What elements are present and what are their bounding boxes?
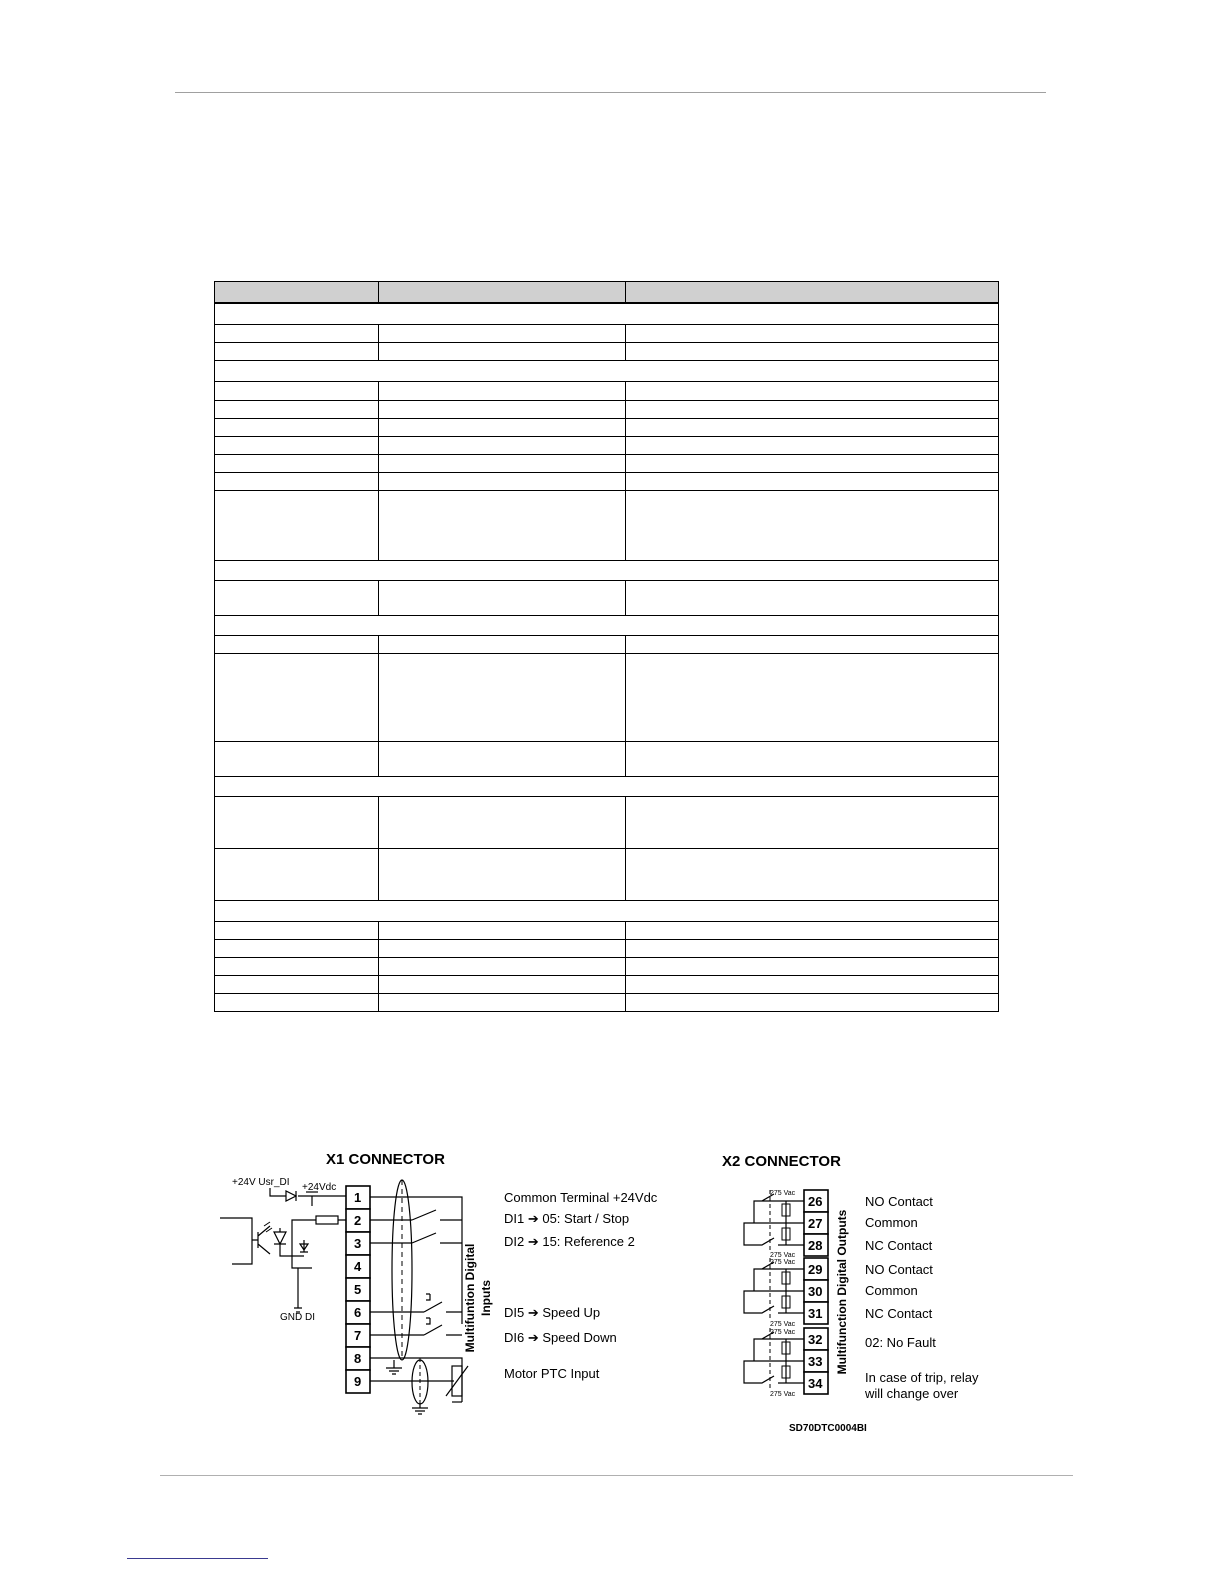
table-cell (215, 491, 379, 561)
table-cell (379, 742, 626, 777)
table-row (215, 654, 999, 742)
table-cell (215, 994, 379, 1012)
table-cell (215, 616, 999, 636)
table-row (215, 940, 999, 958)
table-cell (215, 581, 379, 616)
x2-terminal-number: 26 (808, 1194, 823, 1209)
x2-connector-title: X2 CONNECTOR (722, 1153, 841, 1170)
x1-function-di1: DI1 ➔ 05: Start / Stop (504, 1211, 630, 1226)
table-cell (215, 455, 379, 473)
x2-terminal-number: 32 (808, 1332, 823, 1347)
led-icon (274, 1232, 286, 1244)
table-row (215, 401, 999, 419)
table-row (215, 325, 999, 343)
x2-trip-note-line2: will change over (865, 1386, 959, 1401)
footer-rule (160, 1475, 1073, 1476)
parameter-table (214, 281, 999, 1012)
table-cell (626, 922, 999, 940)
table-cell (215, 325, 379, 343)
table-cell (379, 401, 626, 419)
table-cell (379, 491, 626, 561)
x1-input-circuit (220, 1188, 346, 1312)
footer-link-underline (127, 1558, 268, 1559)
table-cell (215, 976, 379, 994)
x1-function-di6: DI6 ➔ Speed Down (504, 1330, 617, 1345)
x1-terminal-block (346, 1186, 370, 1393)
x1-ground-label: GND DI (280, 1312, 315, 1323)
x2-terminal-number: 29 (808, 1262, 823, 1277)
table-cell (379, 976, 626, 994)
table-row (215, 958, 999, 976)
table-cell (626, 343, 999, 361)
table-row (215, 343, 999, 361)
x2-function-nc-contact: NC Contact (865, 1238, 933, 1253)
x1-terminal-number: 5 (354, 1282, 362, 1297)
table-cell (215, 419, 379, 437)
table-header-cell (626, 282, 999, 303)
x2-function-no-contact: NO Contact (865, 1194, 933, 1209)
table-cell (215, 437, 379, 455)
table-cell (215, 777, 999, 797)
table-cell (379, 455, 626, 473)
table-cell (626, 581, 999, 616)
x2-terminal-number: 28 (808, 1238, 823, 1253)
x2-group-label: Multifunction Digital Outputs (835, 1209, 849, 1375)
x1-terminal-number: 8 (354, 1351, 362, 1366)
table-cell (215, 473, 379, 491)
table-cell (626, 325, 999, 343)
table-cell (379, 797, 626, 849)
table-header-cell (379, 282, 626, 303)
x1-terminal-number: 3 (354, 1236, 362, 1251)
table-cell (626, 958, 999, 976)
table-cell (379, 437, 626, 455)
x2-terminal-block (804, 1190, 828, 1394)
table-row (215, 797, 999, 849)
drawing-code: SD70DTC0004BI (789, 1423, 867, 1434)
table-cell (379, 849, 626, 901)
table-cell (626, 994, 999, 1012)
table-row (215, 849, 999, 901)
x1-terminal-number: 9 (354, 1374, 362, 1389)
x2-function-common: Common (865, 1215, 918, 1230)
table-cell (215, 742, 379, 777)
zener-diode-icon (300, 1240, 308, 1252)
x1-function-di5: DI5 ➔ Speed Up (504, 1305, 601, 1320)
table-row (215, 419, 999, 437)
varistor-voltage-label: 275 Vac (770, 1329, 796, 1336)
table-section-row (215, 361, 999, 382)
table-row (215, 742, 999, 777)
table-row (215, 994, 999, 1012)
varistor-voltage-label: 275 Vac (770, 1321, 796, 1328)
table-row (215, 581, 999, 616)
x1-terminal-number: 1 (354, 1190, 362, 1205)
x1-terminal-number: 7 (354, 1328, 362, 1343)
x2-function-nc-contact: NC Contact (865, 1306, 933, 1321)
table-cell (626, 976, 999, 994)
x2-function-no-fault: 02: No Fault (865, 1335, 936, 1350)
table-cell (215, 636, 379, 654)
x2-terminal-number: 30 (808, 1284, 823, 1299)
x1-terminal-number: 2 (354, 1213, 362, 1228)
table-cell (215, 797, 379, 849)
table-cell (215, 901, 999, 922)
table-row (215, 382, 999, 401)
table-cell (379, 922, 626, 940)
x2-function-no-contact: NO Contact (865, 1262, 933, 1277)
varistor-voltage-label: 275 Vac (770, 1259, 796, 1266)
table-cell (379, 325, 626, 343)
x2-terminal-number: 33 (808, 1354, 823, 1369)
table-row (215, 491, 999, 561)
table-cell (215, 940, 379, 958)
table-cell (626, 654, 999, 742)
varistor-voltage-label: 275 Vac (770, 1252, 796, 1259)
connector-wiring-diagram (214, 1140, 1004, 1440)
table-cell (626, 473, 999, 491)
table-cell (215, 343, 379, 361)
table-row (215, 473, 999, 491)
table-section-row (215, 616, 999, 636)
diode-icon (286, 1191, 296, 1201)
table-cell (626, 419, 999, 437)
table-cell (626, 382, 999, 401)
x1-external-wiring (370, 1180, 468, 1414)
table-cell (379, 473, 626, 491)
table-cell (215, 561, 999, 581)
x2-trip-note-line1: In case of trip, relay (865, 1370, 979, 1385)
table-cell (379, 419, 626, 437)
table-cell (626, 455, 999, 473)
table-cell (626, 940, 999, 958)
table-row (215, 455, 999, 473)
x1-terminal-number: 6 (354, 1305, 362, 1320)
table-cell (379, 636, 626, 654)
table-cell (626, 797, 999, 849)
varistor-voltage-label: 275 Vac (770, 1391, 796, 1398)
table-cell (215, 654, 379, 742)
x1-function-common: Common Terminal +24Vdc (504, 1190, 658, 1205)
x1-group-label-line2: Inputs (479, 1280, 493, 1316)
x1-group-label-line1: Multifuntion Digital (463, 1243, 477, 1353)
table-header-row (215, 282, 999, 303)
table-cell (626, 849, 999, 901)
x2-terminal-number: 27 (808, 1216, 823, 1231)
x2-terminal-number: 31 (808, 1306, 823, 1321)
table-section-row (215, 303, 999, 325)
table-cell (379, 343, 626, 361)
table-cell (626, 401, 999, 419)
table-section-row (215, 561, 999, 581)
x1-function-di2: DI2 ➔ 15: Reference 2 (504, 1234, 635, 1249)
table-row (215, 922, 999, 940)
table-row (215, 636, 999, 654)
table-cell (626, 437, 999, 455)
table-cell (379, 940, 626, 958)
table-cell (215, 401, 379, 419)
table-cell (379, 958, 626, 976)
x2-terminal-number: 34 (808, 1376, 823, 1391)
table-cell (215, 849, 379, 901)
table-cell (626, 491, 999, 561)
table-cell (215, 958, 379, 976)
table-cell (215, 303, 999, 325)
table-row (215, 976, 999, 994)
table-row (215, 437, 999, 455)
table-cell (379, 654, 626, 742)
table-cell (215, 361, 999, 382)
table-cell (626, 636, 999, 654)
header-rule (175, 92, 1046, 93)
table-cell (379, 994, 626, 1012)
x1-function-ptc: Motor PTC Input (504, 1366, 600, 1381)
table-section-row (215, 777, 999, 797)
x1-supply-user-label: +24V Usr_DI (232, 1177, 290, 1188)
table-cell (379, 581, 626, 616)
table-cell (379, 382, 626, 401)
table-section-row (215, 901, 999, 922)
x1-connector-title: X1 CONNECTOR (326, 1151, 445, 1168)
table-cell (215, 382, 379, 401)
resistor-icon (316, 1216, 338, 1224)
table-cell (626, 742, 999, 777)
x1-terminal-number: 4 (354, 1259, 362, 1274)
x1-supply-24v-label: +24Vdc (302, 1182, 337, 1193)
x2-function-common: Common (865, 1283, 918, 1298)
table-cell (215, 922, 379, 940)
varistor-voltage-label: 275 Vac (770, 1190, 796, 1197)
x2-relay-circuit (744, 1190, 804, 1398)
table-header-cell (215, 282, 379, 303)
